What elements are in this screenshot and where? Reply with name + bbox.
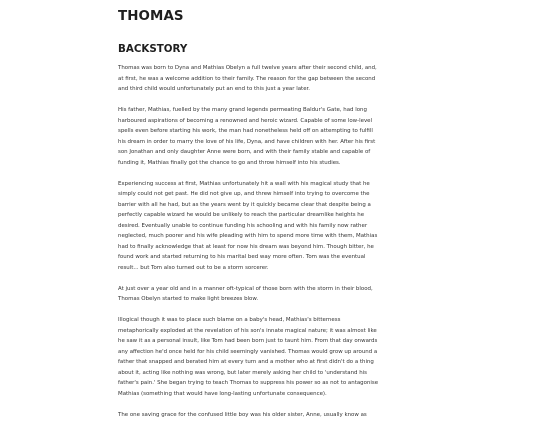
paragraph-line: at first, he was a welcome addition to their family. The reason for the gap between the second [118, 75, 376, 82]
paragraph-line: and third child would unfortunately put an end to this just a year later. [118, 86, 311, 92]
body-paragraph [118, 63, 426, 95]
paragraph-line: his dream in order to marry the love of his life, Dyna, and have children with her. After his first [118, 138, 376, 145]
paragraph-line: Mathias (something that would have long-lasting unfortunate consequence). [118, 390, 327, 397]
paragraph-line: metaphorically exploded at the revelation of his son's innate magical nature; it was almost like [118, 327, 377, 334]
paragraph-line: Thomas was born to Dyna and Mathias Obelyn a full twelve years after their second child, and, [118, 65, 377, 71]
body-paragraph [118, 179, 426, 274]
paragraph-line: Experiencing success at first, Mathias unfortunately hit a wall with his magical study that he [118, 180, 370, 187]
paragraph-line: had to finally acknowledge that at least for now his dream was beyond him. Though bitter, he [118, 243, 374, 250]
paragraph-line: spells even before starting his work, the man had nonetheless held off on attempting to fulfill [118, 128, 373, 134]
paragraph-line: son Jonathan and only daughter Anne were born, and with their family stable and capable of [118, 149, 371, 155]
paragraph-line: he saw it as a personal insult, like Tom had been born just to taunt him. From that day onwards [118, 338, 378, 344]
paragraph-line: any affection he'd once held for his child seemingly vanished. Thomas would grow up around a [118, 348, 378, 355]
paragraph-line: father's pain.' She began trying to teach Thomas to suppress his power so as not to antagonise [118, 380, 379, 386]
body-paragraph [118, 284, 426, 305]
paragraph-line: result... but Tom also turned out to be a storm sorcerer. [118, 264, 269, 271]
paragraph-line: His father, Mathias, fuelled by the many grand legends permeating Baldur's Gate, had long [118, 107, 367, 113]
paragraph-line: harboured aspirations of becoming a renowned and heroic wizard. Capable of some low-level [118, 117, 373, 124]
paragraph-line: The one saving grace for the confused little boy was his older sister, Anne, usually know as [118, 411, 367, 418]
body-paragraph [118, 410, 426, 421]
paragraph-line: father that snapped and berated him at every turn and a mother who at first didn't do a thing [118, 359, 374, 365]
paragraph-line: desired. Eventually unable to continue funding his schooling and with his family now rather [118, 222, 368, 229]
paragraph-line: Thomas Obelyn started to make light breezes blow. [118, 296, 259, 302]
paragraph-line: about it, acting like nothing was wrong, but later merely asking her child to 'understand his [118, 369, 367, 376]
paragraph-line: At just over a year old and in a manner oft-typical of those born with the storm in their blood, [118, 285, 373, 292]
body-paragraph [118, 105, 426, 168]
paragraph-line: funding it, Mathias finally got the chance to go and throw himself into his studies. [118, 159, 341, 166]
paragraph-line: found work and started returning to his marital bed way more often. Tom was the eventual [118, 254, 366, 260]
paragraph-line: barrier with all he had, but as the years went by it quickly became clear that despite being a [118, 201, 371, 208]
article-body [118, 63, 426, 431]
page-title: THOMAS [118, 9, 184, 24]
paragraph-line: Illogical though it was to place such blame on a baby's head, Mathias's bitterness [118, 317, 341, 323]
section-heading-backstory: BACKSTORY [118, 43, 188, 55]
paragraph-line: neglected, much poorer and his wife pleading with him to spend more time with them, Mathias [118, 233, 378, 239]
body-paragraph [118, 315, 426, 399]
paragraph-line: perfectly capable wizard he would be unlikely to reach the particular dreamlike heights he [118, 212, 365, 218]
paragraph-line: simply could not get past. He did not give up, and threw himself into trying to overcome the [118, 191, 370, 197]
